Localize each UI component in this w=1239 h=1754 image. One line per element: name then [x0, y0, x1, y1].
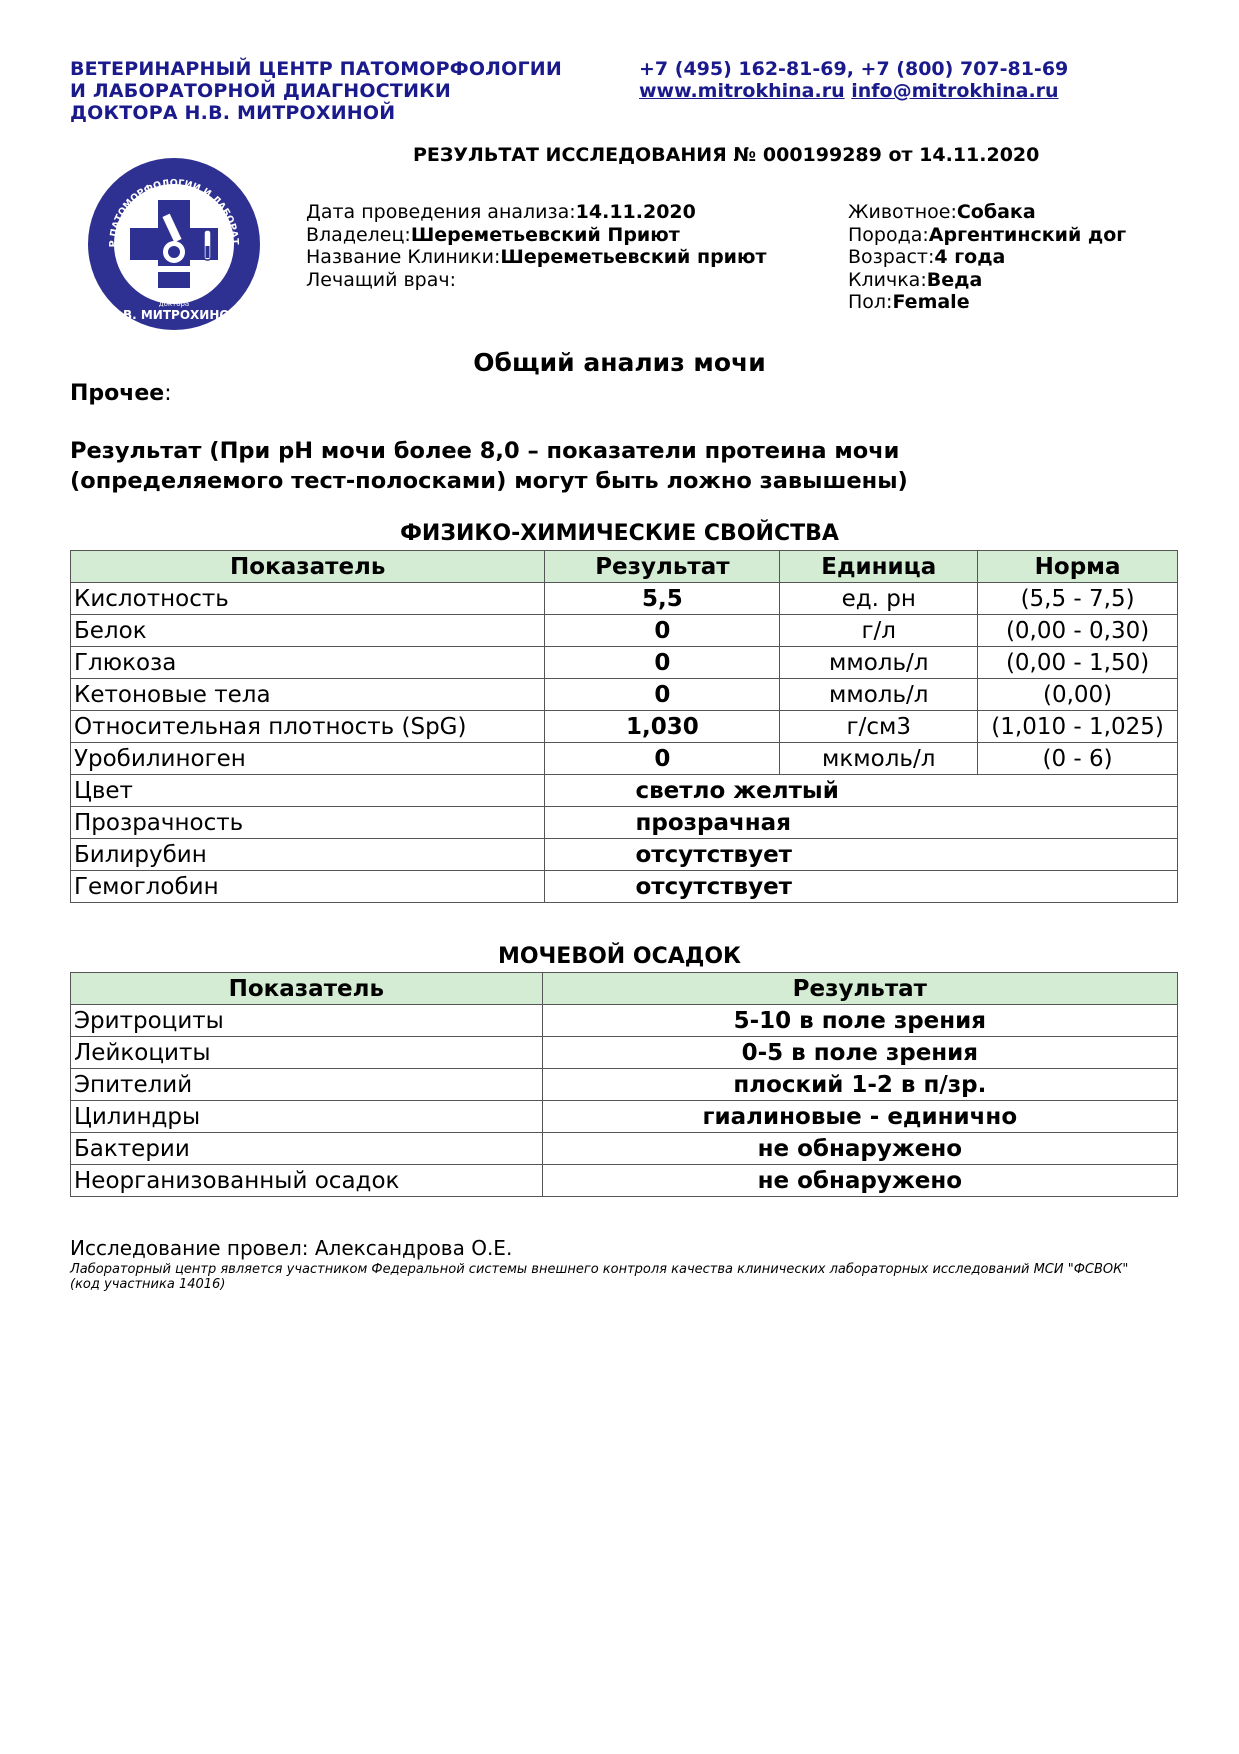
- table-row: Уробилиноген 0 мкмоль/л (0 - 6): [71, 743, 1178, 775]
- table-header-row: [71, 551, 1178, 583]
- org-name-line-1: ВЕТЕРИНАРНЫЙ ЦЕНТР ПАТОМОРФОЛОГИИ: [70, 58, 563, 80]
- table-row: Лейкоциты 0-5 в поле зрения: [71, 1037, 1178, 1069]
- sediment-table: [70, 972, 1178, 1197]
- contacts: [639, 58, 1068, 102]
- table-row: Белок 0 г/л (0,00 - 0,30): [71, 615, 1178, 647]
- info-clinic-name: Название Клиники:Шереметьевский приют: [306, 246, 767, 268]
- email-link[interactable]: info@mitrokhina.ru: [851, 80, 1059, 102]
- table-row: Глюкоза 0 ммоль/л (0,00 - 1,50): [71, 647, 1178, 679]
- info-animal: Животное:Собака: [848, 201, 1036, 223]
- table-row: Кислотность 5,5 ед. рн (5,5 - 7,5): [71, 583, 1178, 615]
- table-row: Эпителий плоский 1-2 в п/зр.: [71, 1069, 1178, 1101]
- header-parameter: Показатель: [71, 551, 545, 583]
- logo-seal-icon: [86, 156, 262, 332]
- report-title: РЕЗУЛЬТАТ ИССЛЕДОВАНИЯ № 000199289 от 14.11.2020: [413, 144, 1040, 166]
- header-result: Результат: [542, 973, 1177, 1005]
- info-left: [306, 201, 766, 291]
- performed-by: Исследование провел: Александрова О.Е.: [70, 1236, 513, 1260]
- info-owner: Владелец:Шереметьевский Приют: [306, 223, 680, 246]
- svg-text:Н.В. МИТРОХИНОЙ: Н.В. МИТРОХИНОЙ: [108, 308, 240, 322]
- table-row: Неорганизованный осадок не обнаружено: [71, 1165, 1178, 1197]
- info-breed: Порода:Аргентинский дог: [848, 223, 1127, 246]
- info-right: [848, 201, 1126, 314]
- physchem-table: [70, 550, 1178, 903]
- header-result: Результат: [545, 551, 780, 583]
- table-row: Эритроциты 5-10 в поле зрения: [71, 1005, 1178, 1037]
- info-age: Возраст:4 года: [848, 246, 1006, 268]
- table-row: Бактерии не обнаружено: [71, 1133, 1178, 1165]
- header-parameter: Показатель: [71, 973, 543, 1005]
- sediment-title: МОЧЕВОЙ ОСАДОК: [497, 944, 742, 969]
- table-row: Гемоглобин отсутствует: [71, 871, 1178, 903]
- header-unit: Единица: [780, 551, 978, 583]
- table-row: Цилиндры гиалиновые - единично: [71, 1101, 1178, 1133]
- result-note: Результат (При pH мочи более 8,0 – показатели протеина мочи (определяемого тест-полосками) могут быть ложно завышены): [70, 438, 908, 494]
- info-doctor: Лечащий врач:: [306, 268, 457, 291]
- clinic-logo: [86, 156, 262, 332]
- physchem-title: ФИЗИКО-ХИМИЧЕСКИЕ СВОЙСТВА: [400, 521, 839, 546]
- table-header-row: [71, 973, 1178, 1005]
- svg-text:ВЕТЕРИНАРНЫЙ ЦЕНТР ПАТОМОРФОЛО: Р ПАТОМОРФОЛОГИИ И ЛАБОРАТ: [107, 177, 241, 248]
- table-row: Кетоновые тела 0 ммоль/л (0,00): [71, 679, 1178, 711]
- website-link[interactable]: www.mitrokhina.ru: [639, 80, 845, 102]
- table-row: Билирубин отсутствует: [71, 839, 1178, 871]
- table-row: Относительная плотность (SpG) 1,030 г/см3 (1,010 - 1,025): [71, 711, 1178, 743]
- org-name-line-3: ДОКТОРА Н.В. МИТРОХИНОЙ: [70, 102, 396, 124]
- table-row: Цвет светло желтый: [71, 775, 1178, 807]
- header-norm: Норма: [978, 551, 1178, 583]
- info-nickname: Кличка:Веда: [848, 268, 983, 291]
- analysis-title: Общий анализ мочи: [473, 348, 766, 377]
- organization-name: [70, 58, 562, 124]
- org-name-line-2: И ЛАБОРАТОРНОЙ ДИАГНОСТИКИ: [70, 80, 451, 102]
- info-sex: Пол:Female: [848, 291, 970, 313]
- table-row: Прозрачность прозрачная: [71, 807, 1178, 839]
- info-analysis-date: Дата проведения анализа:14.11.2020: [306, 201, 696, 223]
- phones: +7 (495) 162-81-69, +7 (800) 707-81-69: [639, 58, 1069, 80]
- svg-text:доктора: доктора: [158, 300, 190, 308]
- other-field: Прочее:: [70, 381, 172, 406]
- quality-note: Лабораторный центр является участником Федеральной системы внешнего контроля качества клинических лабораторных исследований МСИ "ФСВОК" (код участника 14016): [70, 1262, 1129, 1292]
